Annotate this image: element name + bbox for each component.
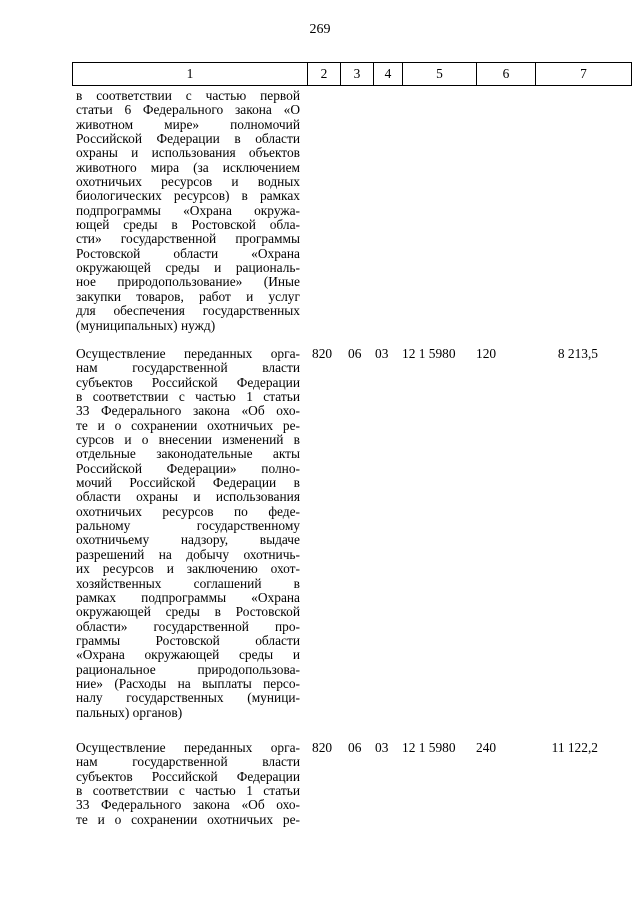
description-line: субъектов Российской Федерации (76, 374, 300, 390)
description-line: охотничьему надзору, выдаче (76, 532, 300, 548)
description-line: Российской Федерации в области (76, 131, 300, 147)
cell-subsection-code: 03 (375, 346, 389, 361)
description-line: для обеспечения государственных (76, 303, 300, 319)
cell-expense-type: 120 (476, 346, 497, 361)
description-line: (муниципальных) нужд) (76, 317, 216, 333)
description-line: те и о сохранении охотничьих ре- (76, 417, 300, 433)
description-line: в соответствии с частью 1 статьи (76, 783, 300, 799)
description-line: закупки товаров, работ и услуг (76, 288, 300, 304)
description-line: охраны и использования объектов (76, 145, 300, 161)
cell-target-code: 12 1 5980 (402, 740, 456, 755)
description-line: животном мире» полномочий (76, 116, 300, 132)
column-header-3: 3 (341, 63, 374, 86)
cell-amount: 11 122,2 (551, 740, 598, 755)
description-line: «Охрана окружающей среды и (76, 647, 300, 663)
description-line: Российской Федерации» полно- (76, 460, 300, 476)
description-line: те и о сохранении охотничьих ре- (76, 811, 300, 827)
page-number: 269 (309, 22, 331, 37)
description-line: сурсов и о внесении изменений в (76, 432, 300, 448)
cell-subsection-code: 03 (375, 740, 389, 755)
description-line: ральному государственному (76, 518, 300, 534)
description-line: в соответствии с частью 1 статьи (76, 389, 300, 405)
description-line: ние» (Расходы на выплаты персо- (76, 675, 300, 691)
column-header-5: 5 (403, 63, 477, 86)
description-line: рамках подпрограммы «Охрана (76, 589, 300, 605)
column-header-4: 4 (374, 63, 403, 86)
description-line: ное природопользование» (Иные (76, 274, 300, 290)
cell-section-code: 06 (348, 740, 362, 755)
cell-ministry-code: 820 (312, 346, 333, 361)
description-line: субъектов Российской Федерации (76, 768, 300, 784)
description-line: охотничьих ресурсов и водных (76, 174, 300, 190)
column-header-7: 7 (536, 63, 632, 86)
description-line: нам государственной власти (76, 754, 300, 770)
description-line: окружающей среды в Ростовской (76, 604, 300, 620)
description-line: окружающей среды и рациональ- (76, 260, 300, 276)
description-line: налу государственных (муници- (76, 690, 300, 706)
description-line: рациональное природопользова- (76, 661, 300, 677)
description-line: Осуществление переданных орга- (76, 740, 300, 755)
description-line: области» государственной про- (76, 618, 300, 634)
column-header-1: 1 (73, 63, 308, 86)
cell-ministry-code: 820 (312, 740, 333, 755)
description-line: 33 Федерального закона «Об охо- (76, 797, 300, 813)
description-line: граммы Ростовской области (76, 632, 300, 648)
description-line: 33 Федерального закона «Об охо- (76, 403, 300, 419)
row-description (76, 89, 300, 333)
description-line: Осуществление переданных орга- (76, 346, 300, 361)
description-line: отдельные законодательные акты (76, 446, 300, 462)
description-line: в соответствии с частью первой (76, 88, 300, 103)
description-line: хозяйственных соглашений в (76, 575, 300, 591)
description-line: Ростовской области «Охрана (76, 245, 300, 261)
description-line: ющей среды в Ростовской обла- (76, 217, 300, 233)
row-description (76, 741, 300, 827)
description-line: охотничьих ресурсов по феде- (76, 503, 300, 519)
description-line: разрешений на добычу охотничь- (76, 546, 300, 562)
description-line: статьи 6 Федерального закона «О (76, 102, 300, 118)
column-header-2: 2 (308, 63, 341, 86)
description-line: нам государственной власти (76, 360, 300, 376)
cell-amount: 8 213,5 (557, 346, 598, 361)
description-line: пальных) органов) (76, 704, 183, 720)
cell-target-code: 12 1 5980 (402, 346, 456, 361)
description-line: биологических ресурсов) в рамках (76, 188, 300, 204)
cell-section-code: 06 (348, 346, 362, 361)
column-header-6: 6 (477, 63, 536, 86)
description-line: их ресурсов и заключению охот- (76, 561, 300, 577)
column-header-table (72, 62, 632, 86)
description-line: сти» государственной программы (76, 231, 300, 247)
description-line: мочий Российской Федерации в (76, 475, 300, 491)
cell-expense-type: 240 (476, 740, 497, 755)
row-description (76, 347, 300, 720)
description-line: животного мира (за исключением (76, 159, 300, 175)
description-line: области охраны и использования (76, 489, 300, 505)
description-line: подпрограммы «Охрана окружа- (76, 202, 300, 218)
